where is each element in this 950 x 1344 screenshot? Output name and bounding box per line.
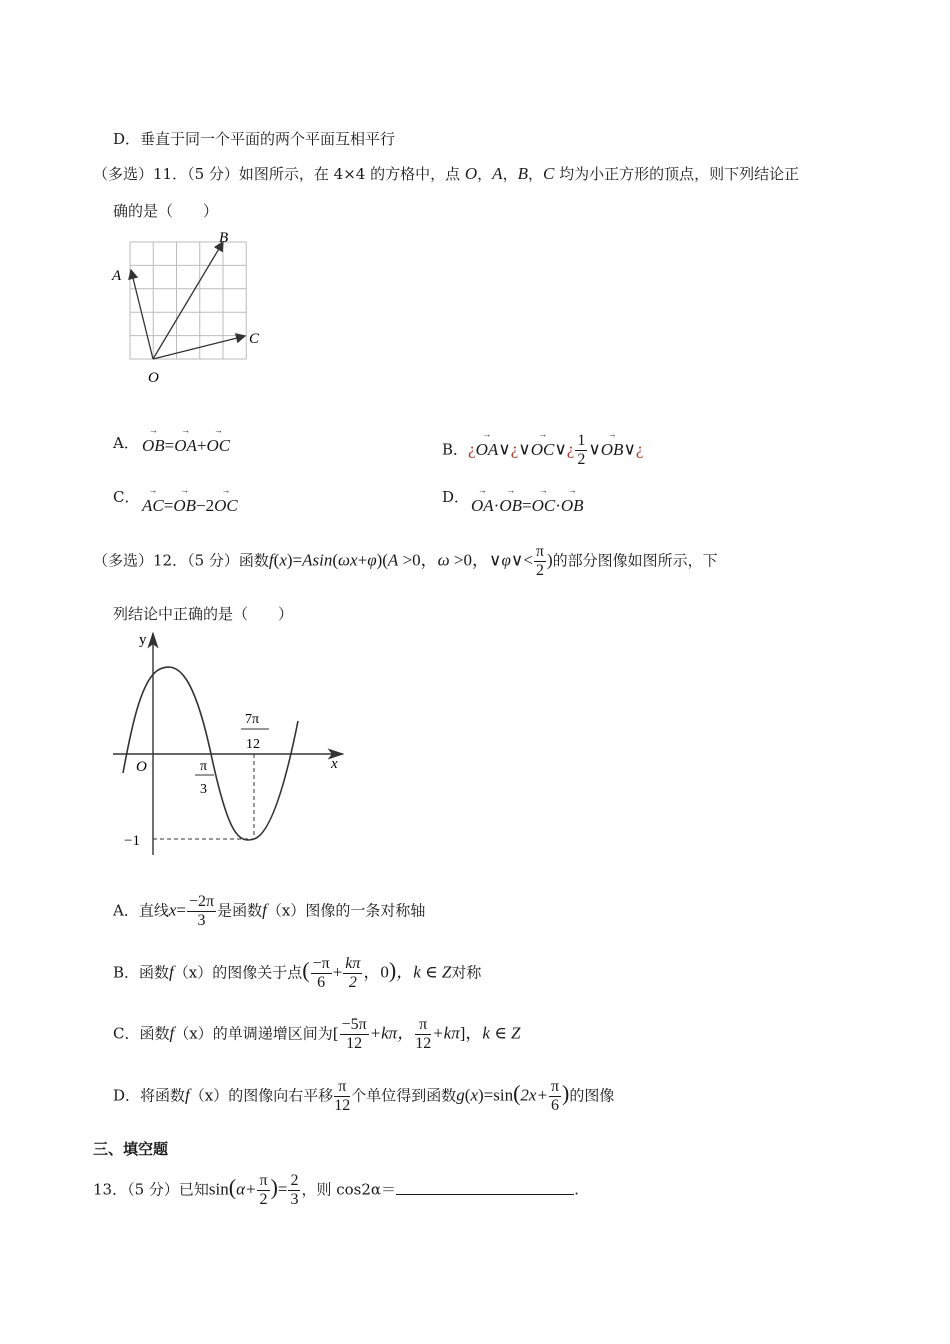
q11-option-c: C．: [113, 488, 140, 506]
q11-stem-line1: （多选）11．（5 分）如图所示，在 4×4 的方格中，点 O，A，B，C 均为小正方形的顶点，则下列结论正: [93, 164, 800, 183]
q12-option-a: A．直线x= $\frac{-2\pi}{3}$ 是函数f（x）图像的一条对称轴: [113, 893, 426, 929]
q11-option-d-expr: → OA·→ OB=→ OC·→ OB: [471, 496, 584, 516]
q11-option-b: B．¿→ OA∨¿∨→ OC∨¿ $\frac{1}{2}$ ∨→ OB∨¿: [442, 432, 643, 469]
graph-label-ymin: −1: [124, 833, 140, 849]
q12-stem-line1: （多选）12．（5 分）函数f(x)=Asin(ωx+φ)(A >0，ω >0，∨φ∨< $\frac{\pi}{2}$ )的部分图像如图所示，下: [93, 543, 718, 579]
vector-oc: [153, 336, 245, 359]
label-o: O: [148, 370, 159, 386]
q12-stem-line2: 列结论中正确的是（ ）: [113, 605, 294, 623]
q11-option-a: A．: [113, 434, 139, 452]
section-title-fill-in: 三、填空题: [93, 1140, 169, 1158]
tick1-num: π: [200, 759, 208, 774]
label-c: C: [249, 331, 260, 347]
q11-grid-figure: [100, 228, 280, 393]
q11-option-d: D．: [442, 488, 470, 506]
q13-answer-blank[interactable]: [396, 1180, 574, 1195]
vector-ob: [153, 242, 223, 359]
graph-label-x: x: [331, 756, 338, 772]
label-a: A: [112, 268, 122, 284]
q12-option-b: B．函数f（x）的图像关于点( $\frac{-\pi}{6}$ + $\frac{k\pi}{2}$ ，0)，k ∈ Z对称: [113, 955, 482, 991]
tick1-den: 3: [200, 782, 207, 797]
q10-option-d: D．垂直于同一个平面的两个平面互相平行: [113, 130, 396, 148]
label-b: B: [219, 230, 229, 246]
graph-label-y: y: [139, 632, 147, 648]
q11-stem-line2: 确的是（ ）: [113, 202, 219, 220]
q11-option-c-expr: → AC=→ OB−2→ OC: [142, 496, 238, 516]
q12-option-d: D．将函数f（x）的图像向右平移 $\frac{\pi}{12}$ 个单位得到函数g(x)=sin(2x+ $\frac{\pi}{6}$ )的图像: [113, 1078, 615, 1114]
q11-option-a-expr: → OB=→ OA+→ OC: [142, 436, 230, 456]
q12-sine-graph: [108, 625, 353, 860]
graph-label-o: O: [136, 759, 147, 775]
q12-option-c: C．函数f（x）的单调递增区间为[ $\frac{-5\pi}{12}$ +kπ， $\frac{\pi}{12}$ +kπ]，k ∈ Z: [113, 1016, 521, 1052]
tick2-den: 12: [246, 737, 260, 752]
tick2-num: 7π: [245, 712, 260, 727]
q13-stem: 13．（5 分）已知sin(α+ $\frac{\pi}{2}$ )= $\frac{2}{3}$ ，则 cos2α＝ .: [93, 1172, 579, 1208]
vector-oa: [131, 270, 153, 359]
